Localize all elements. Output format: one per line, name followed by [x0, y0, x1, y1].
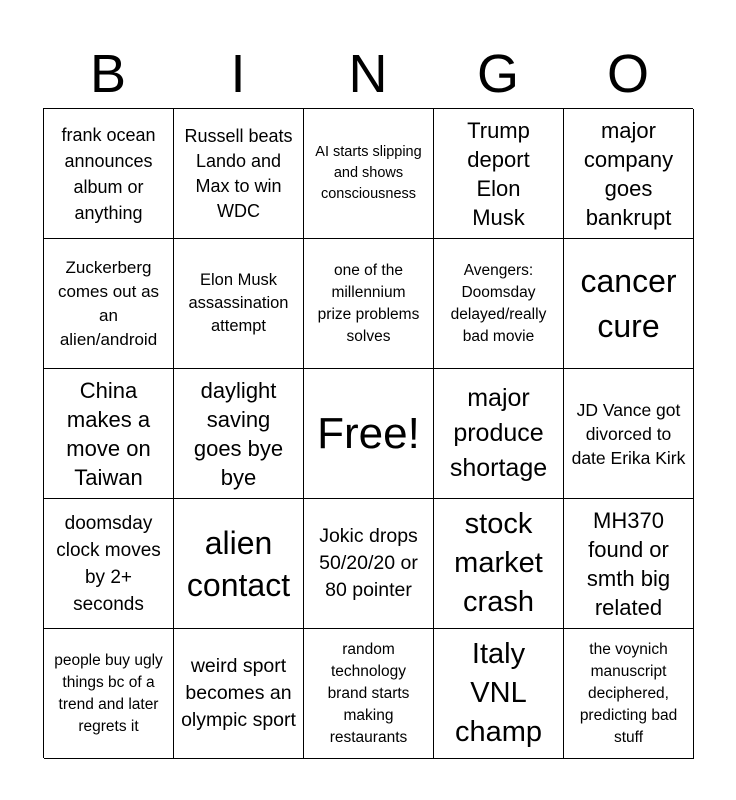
bingo-cell[interactable]: [44, 499, 174, 629]
bingo-header: [43, 40, 693, 108]
header-letter-o: O: [606, 44, 649, 104]
cell-text: weird sport becomes an olympic sport: [181, 655, 296, 731]
bingo-cell[interactable]: [564, 239, 694, 369]
bingo-cell[interactable]: [44, 239, 174, 369]
cell-text: major company goes bankrupt: [583, 117, 674, 230]
cell-text: Jokic drops 50/20/20 or 80 pointer: [319, 525, 418, 601]
cell-text: random technology brand starts making restaurants: [327, 640, 410, 746]
bingo-cell[interactable]: [304, 629, 434, 759]
header-letter-i: I: [230, 44, 246, 104]
cell-text: Zuckerberg comes out as an alien/android: [57, 257, 160, 349]
cell-text: alien contact: [186, 524, 291, 603]
cell-text: MH370 found or smth big related: [586, 507, 671, 620]
cell-text: the voynich manuscript deciphered, predicting bad stuff: [579, 640, 678, 746]
cell-text: JD Vance got divorced to date Erika Kirk: [571, 399, 686, 468]
cell-text: cancer cure: [580, 262, 677, 344]
bingo-cell[interactable]: [564, 629, 694, 759]
bingo-cell[interactable]: [564, 109, 694, 239]
bingo-cell[interactable]: [174, 109, 304, 239]
bingo-cell[interactable]: [44, 109, 174, 239]
cell-text: AI starts slipping and shows consciousness: [315, 144, 422, 202]
bingo-cell[interactable]: [304, 239, 434, 369]
cell-text: frank ocean announces album or anything: [61, 124, 156, 223]
cell-text: doomsday clock moves by 2+ seconds: [56, 512, 161, 615]
free-space-text: Free!: [317, 408, 420, 458]
header-letter-g: G: [476, 44, 519, 104]
cell-text: Italy VNL champ: [454, 638, 543, 748]
bingo-cell[interactable]: [174, 369, 304, 499]
bingo-cell[interactable]: [174, 629, 304, 759]
cell-text: China makes a move on Taiwan: [66, 377, 151, 490]
cell-text: major produce shortage: [449, 384, 548, 482]
cell-text: daylight saving goes bye bye: [193, 377, 284, 490]
bingo-cell[interactable]: [434, 629, 564, 759]
bingo-cell[interactable]: [174, 239, 304, 369]
bingo-cell[interactable]: [564, 499, 694, 629]
bingo-cell[interactable]: [434, 109, 564, 239]
bingo-cell[interactable]: [434, 369, 564, 499]
cell-text: Russell beats Lando and Max to win WDC: [184, 125, 293, 221]
bingo-cell[interactable]: [564, 369, 694, 499]
bingo-cell[interactable]: [44, 369, 174, 499]
header-letter-n: N: [348, 44, 388, 104]
bingo-cell[interactable]: [304, 499, 434, 629]
bingo-cell[interactable]: [304, 109, 434, 239]
cell-text: one of the millennium prize problems solves: [317, 261, 420, 345]
bingo-cell[interactable]: [434, 499, 564, 629]
bingo-cell[interactable]: [434, 239, 564, 369]
cell-text: Trump deport Elon Musk: [467, 117, 530, 230]
free-space[interactable]: [304, 369, 434, 499]
bingo-cell[interactable]: [174, 499, 304, 629]
bingo-board: [43, 108, 693, 758]
cell-text: stock market crash: [454, 508, 543, 618]
cell-text: Avengers: Doomsday delayed/really bad movie: [450, 261, 547, 345]
cell-text: people buy ugly things bc of a trend and later regrets it: [54, 651, 163, 735]
cell-text: Elon Musk assassination attempt: [188, 271, 289, 335]
header-letter-b: B: [89, 44, 127, 104]
bingo-cell[interactable]: [44, 629, 174, 759]
